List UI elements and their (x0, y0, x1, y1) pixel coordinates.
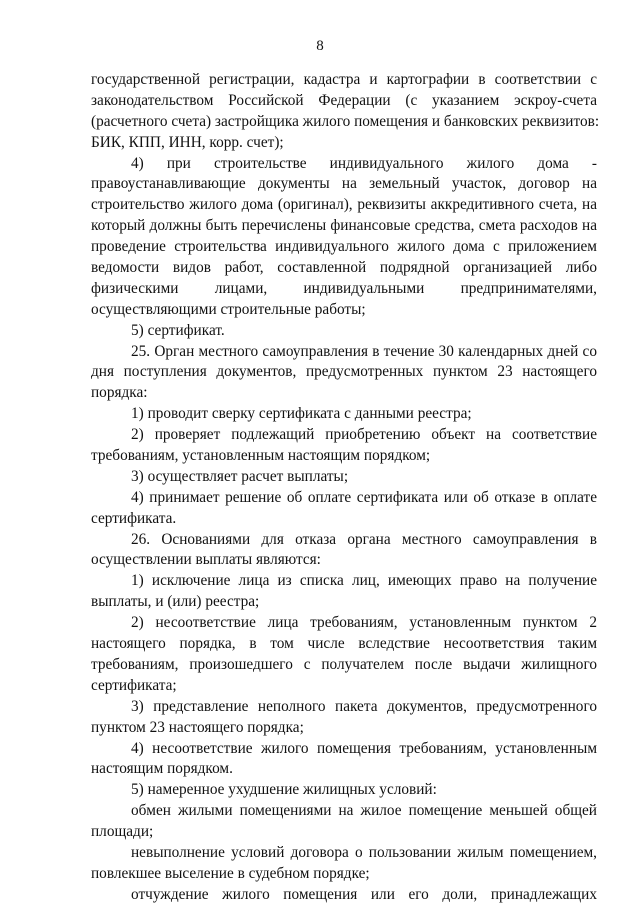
text-line: строительство жилого дома (оригинал), реквизиты аккредитивного счета, на (91, 196, 597, 214)
text-line: ведомости видов работ, составленной подрядной организацией либо (91, 259, 597, 277)
text-line: который должны быть перечислены финансовые средства, смета расходов на (91, 217, 597, 235)
page-number: 8 (316, 38, 324, 54)
text-line: повлекшее выселение в судебном порядке; (91, 864, 370, 882)
text-line: 2) несоответствие лица требованиям, установленным пунктом 2 (131, 614, 597, 632)
text-line: 5) намеренное ухудшение жилищных условий: (131, 781, 437, 799)
text-line: осуществляющими строительные работы; (91, 300, 366, 318)
text-line: законодательством Российской Федерации (с указанием эскроу-счета (91, 91, 597, 109)
text-line: 1) проводит сверку сертификата с данными реестра; (131, 405, 472, 423)
text-line: сертификата. (91, 509, 177, 527)
text-line: настоящего порядка, в том числе вследствие несоответствия таким (91, 635, 597, 653)
text-line: БИК, КПП, ИНН, корр. счет); (91, 133, 284, 151)
text-line: 3) осуществляет расчет выплаты; (131, 467, 349, 485)
text-line: (расчетного счета) застройщика жилого помещения и банковских реквизитов: (91, 112, 600, 130)
text-line: 4) принимает решение об оплате сертификата или об отказе в оплате (131, 488, 597, 506)
text-line: площади; (91, 823, 154, 841)
text-line: 4) при строительстве индивидуального жилого дома - (131, 154, 597, 172)
text-line: порядка: (91, 384, 148, 402)
text-line: пунктом 23 настоящего порядка; (91, 718, 304, 736)
text-line: дня поступления документов, предусмотренных пунктом 23 настоящего (91, 363, 597, 381)
document-body (91, 70, 600, 906)
text-line: сертификата; (91, 676, 177, 694)
text-line: настоящим порядком. (91, 760, 233, 778)
text-line: 26. Основаниями для отказа органа местного самоуправления в (131, 530, 597, 548)
text-line: невыполнение условий договора о пользовании жилым помещением, (131, 843, 597, 861)
text-line: 25. Орган местного самоуправления в течение 30 календарных дней со (131, 342, 597, 360)
text-line: обмен жилыми помещениями на жилое помещение меньшей общей (131, 802, 597, 820)
text-line: физическими лицами, индивидуальными предпринимателями, (91, 279, 597, 297)
text-line: осуществлении выплаты являются: (91, 551, 321, 569)
text-line: требованиям, установленным настоящим порядком; (91, 447, 431, 465)
text-line: 1) исключение лица из списка лиц, имеющих право на получение (131, 572, 597, 590)
text-line: выплаты, и (или) реестра; (91, 593, 260, 611)
text-line: отчуждение жилого помещения или его доли, принадлежащих (131, 885, 597, 903)
text-line: 5) сертификат. (131, 321, 225, 339)
text-line: 4) несоответствие жилого помещения требованиям, установленным (131, 739, 597, 757)
text-line: проведение строительства индивидуального жилого дома с приложением (91, 238, 597, 256)
text-line: 3) представление неполного пакета документов, предусмотренного (131, 697, 597, 715)
text-line: государственной регистрации, кадастра и картографии в соответствии с (91, 71, 597, 88)
text-line: правоустанавливающие документы на земельный участок, договор на (91, 175, 597, 193)
text-line: 2) проверяет подлежащий приобретению объект на соответствие (131, 426, 597, 444)
text-line: требованиям, произошедшего с получателем после выдачи жилищного (91, 655, 597, 673)
